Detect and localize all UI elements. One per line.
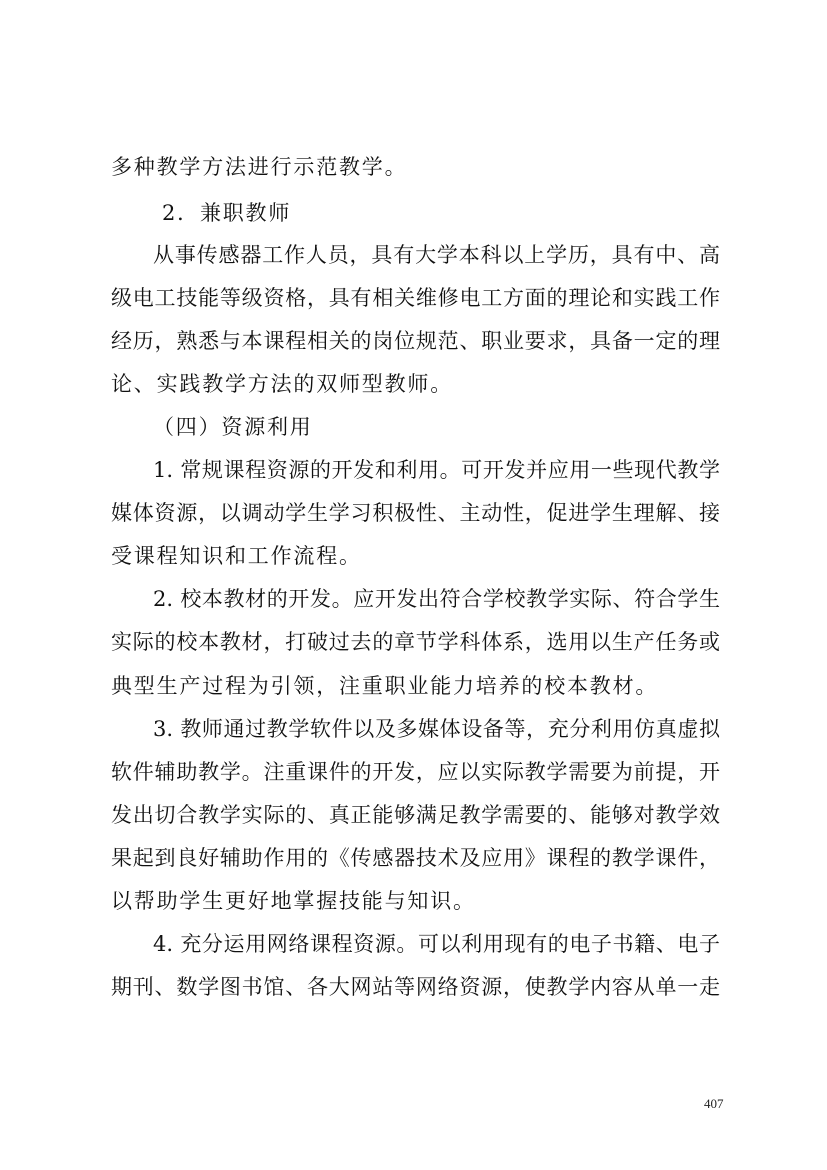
paragraph-line: 媒体资源，以调动学生学习积极性、主动性，促进学生理解、接	[111, 501, 720, 525]
paragraph-line: 发出切合教学实际的、真正能够满足教学需要的、能够对教学效	[111, 803, 720, 827]
section-heading: 2．兼职教师	[162, 201, 292, 225]
paragraph-line: 软件辅助教学。注重课件的开发，应以实际教学需要为前提，开	[111, 760, 720, 784]
paragraph-line: 期刊、数学图书馆、各大网站等网络资源，使教学内容从单一走	[111, 975, 720, 999]
section-heading: （四）资源利用	[153, 415, 313, 439]
paragraph-line: 从事传感器工作人员，具有大学本科以上学历，具有中、高	[153, 243, 720, 267]
paragraph-line: 4. 充分运用网络课程资源。可以利用现有的电子书籍、电子	[153, 932, 720, 956]
paragraph-line: 1. 常规课程资源的开发和利用。可开发并应用一些现代教学	[153, 458, 720, 482]
paragraph-line: 3. 教师通过教学软件以及多媒体设备等，充分利用仿真虚拟	[153, 717, 720, 741]
paragraph-line: 多种教学方法进行示范教学。	[111, 155, 408, 179]
paragraph-line: 果起到良好辅助作用的《传感器技术及应用》课程的教学课件，	[111, 846, 720, 870]
paragraph-line: 典型生产过程为引领，注重职业能力培养的校本教材。	[111, 674, 659, 698]
page-number: 407	[704, 1096, 724, 1111]
paragraph-line: 论、实践教学方法的双师型教师。	[111, 372, 453, 396]
paragraph-line: 级电工技能等级资格，具有相关维修电工方面的理论和实践工作	[111, 286, 720, 310]
paragraph-line: 经历，熟悉与本课程相关的岗位规范、职业要求，具备一定的理	[111, 329, 720, 353]
paragraph-line: 2. 校本教材的开发。应开发出符合学校教学实际、符合学生	[153, 587, 720, 611]
paragraph-line: 以帮助学生更好地掌握技能与知识。	[111, 889, 476, 913]
paragraph-line: 受课程知识和工作流程。	[111, 544, 362, 568]
paragraph-line: 实际的校本教材，打破过去的章节学科体系，选用以生产任务或	[111, 630, 720, 654]
